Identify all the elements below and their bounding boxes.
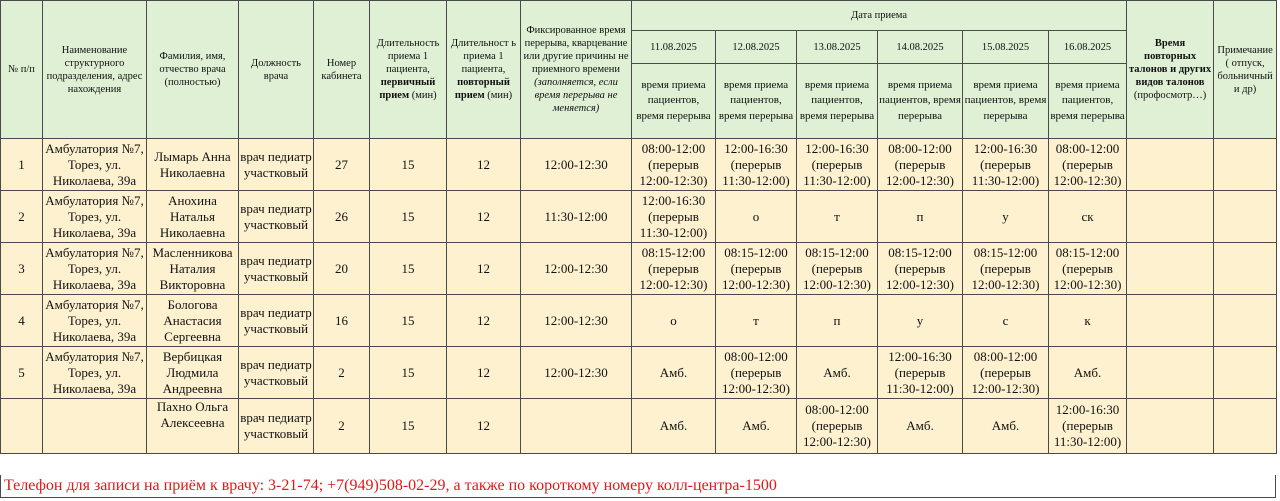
row-day-cell: 08:15-12:00 (перерыв 12:00-12:30) [632,243,716,295]
row-day-cell: 08:15-12:00 (перерыв 12:00-12:30) [878,243,963,295]
row-day-cell: 12:00-16:30 (перерыв 11:30-12:00) [716,139,797,191]
row-day-cell: 08:00-12:00 (перерыв 12:00-12:30) [1049,139,1127,191]
header-day: 15.08.2025 [963,31,1049,64]
row-fixed: 12:00-12:30 [521,243,632,295]
row-primary: 15 [370,347,447,399]
table-row [1,243,1277,295]
row-fio: Анохина Наталья Николаевна [147,191,239,243]
row-day-cell: 08:15-12:00 (перерыв 12:00-12:30) [1049,243,1127,295]
row-fixed: 11:30-12:00 [521,191,632,243]
row-primary: 15 [370,139,447,191]
row-day-cell: 12:00-16:30 (перерыв 11:30-12:00) [1049,399,1127,454]
header-day-sub: время приема пациентов, время перерыва [1049,64,1127,139]
header-repeat-tickets [1127,1,1214,139]
header-duration-primary [370,1,447,139]
row-note [1214,243,1277,295]
row-day-cell: о [632,295,716,347]
row-day-cell: т [716,295,797,347]
row-day-cell: с [963,295,1049,347]
table-row [1,347,1277,399]
row-fio: Пахно Ольга Алексеевна [147,399,239,454]
row-day-cell: п [797,295,878,347]
row-fixed: 12:00-12:30 [521,347,632,399]
header-position: Должность врача [239,1,314,139]
row-unit: Амбулатория №7, Торез, ул. Николаева, 39а [43,191,147,243]
row-repeat: 12 [447,243,521,295]
row-unit [43,399,147,454]
row-day-cell: 08:15-12:00 (перерыв 12:00-12:30) [797,243,878,295]
row-primary: 15 [370,243,447,295]
header-duration-repeat-unit: (мин) [487,90,513,101]
header-fio: Фамилия, имя, отчество врача (полностью) [147,1,239,139]
header-duration-repeat-text: Длительност ь приема 1 пациента, [450,38,517,75]
row-primary: 15 [370,191,447,243]
header-day-sub: время приема пациентов, время перерыва [632,64,716,139]
row-repeat: 12 [447,295,521,347]
phone-footer: Телефон для записи на приём к врачу: 3-21-74; +7(949)508-02-29, а также по короткому номеру колл-центра-1500 [0,475,1276,498]
header-repeat-tickets-bold: Время повторных талонов и других видов талонов [1129,38,1212,88]
header-day: 11.08.2025 [632,31,716,64]
header-unit: Наименование структурного подразделения, адрес нахождения [43,1,147,139]
header-num: № п/п [1,1,43,139]
header-day: 13.08.2025 [797,31,878,64]
row-repeat: 12 [447,399,521,454]
row-day-cell: 12:00-16:30 (перерыв 11:30-12:00) [963,139,1049,191]
row-day-cell: 08:15-12:00 (перерыв 12:00-12:30) [963,243,1049,295]
row-position: врач педиатр участковый [239,295,314,347]
row-primary: 15 [370,295,447,347]
row-fio: Масленникова Наталия Викторовна [147,243,239,295]
row-fio: Лымарь Анна Николаевна [147,139,239,191]
header-duration-repeat [447,1,521,139]
row-note [1214,347,1277,399]
row-primary: 15 [370,399,447,454]
row-cabinet: 16 [314,295,370,347]
header-fixed-break [521,1,632,139]
header-repeat-tickets-note: (профосмотр…) [1133,90,1207,101]
row-unit: Амбулатория №7, Торез, ул. Николаева, 39а [43,243,147,295]
header-fixed-break-text: Фиксированное время перерыва, кварцевание или другие причины не приемного времени [523,25,629,75]
row-num: 4 [1,295,43,347]
header-duration-primary-bold: первичный прием [379,77,436,101]
row-repeat-tickets [1127,295,1214,347]
header-day-sub: время приема пациентов, время перерыва [963,64,1049,139]
row-cabinet: 26 [314,191,370,243]
row-position: врач педиатр участковый [239,191,314,243]
row-repeat: 12 [447,347,521,399]
row-fio: Вербицкая Людмила Андреевна [147,347,239,399]
row-day-cell: 08:15-12:00 (перерыв 12:00-12:30) [716,243,797,295]
row-day-cell: Амб. [632,399,716,454]
row-num: 1 [1,139,43,191]
row-day-cell: у [878,295,963,347]
row-day-cell: п [878,191,963,243]
header-day: 16.08.2025 [1049,31,1127,64]
row-position: врач педиатр участковый [239,347,314,399]
header-fixed-break-note: (заполняется, если время перерыва не меняется) [534,77,618,114]
row-cabinet: 2 [314,347,370,399]
row-day-cell: у [963,191,1049,243]
header-duration-repeat-bold: повторный прием [454,77,510,101]
row-num: 5 [1,347,43,399]
row-cabinet: 20 [314,243,370,295]
row-num: 2 [1,191,43,243]
row-day-cell: 12:00-16:30 (перерыв 11:30-12:00) [632,191,716,243]
row-fixed: 12:00-12:30 [521,139,632,191]
row-day-cell: 08:00-12:00 (перерыв 12:00-12:30) [963,347,1049,399]
row-unit: Амбулатория №7, Торез, ул. Николаева, 39а [43,295,147,347]
table-row [1,139,1277,191]
row-day-cell: 12:00-16:30 (перерыв 11:30-12:00) [797,139,878,191]
header-cabinet: Номер кабинета [314,1,370,139]
header-date-group: Дата приема [632,1,1127,31]
header-note: Примечание ( отпуск, больничный и др) [1214,1,1277,139]
row-day-cell: Амб. [632,347,716,399]
header-day: 14.08.2025 [878,31,963,64]
row-position: врач педиатр участковый [239,399,314,454]
header-day-sub: время приема пациентов, время перерыва [716,64,797,139]
row-repeat-tickets [1127,347,1214,399]
row-day-cell: ск [1049,191,1127,243]
row-day-cell: Амб. [716,399,797,454]
row-day-cell: 08:00-12:00 (перерыв 12:00-12:30) [878,139,963,191]
row-repeat: 12 [447,191,521,243]
row-note [1214,399,1277,454]
row-cabinet: 27 [314,139,370,191]
row-note [1214,191,1277,243]
row-num [1,399,43,454]
table-row [1,399,1277,454]
row-repeat: 12 [447,139,521,191]
row-day-cell: к [1049,295,1127,347]
row-repeat-tickets [1127,243,1214,295]
row-position: врач педиатр участковый [239,139,314,191]
row-day-cell: 08:00-12:00 (перерыв 12:00-12:30) [797,399,878,454]
row-unit: Амбулатория №7, Торез, ул. Николаева, 39а [43,347,147,399]
row-num: 3 [1,243,43,295]
row-day-cell: 08:00-12:00 (перерыв 12:00-12:30) [632,139,716,191]
row-repeat-tickets [1127,191,1214,243]
row-repeat-tickets [1127,139,1214,191]
row-note [1214,295,1277,347]
row-day-cell: 08:00-12:00 (перерыв 12:00-12:30) [716,347,797,399]
header-day-sub: время приема пациентов, время перерыва [797,64,878,139]
table-row [1,295,1277,347]
row-fixed [521,399,632,454]
table-row [1,191,1277,243]
row-repeat-tickets [1127,399,1214,454]
row-day-cell: Амб. [797,347,878,399]
row-day-cell: Амб. [878,399,963,454]
header-duration-primary-text: Длительность приема 1 пациента, [376,38,440,75]
row-cabinet: 2 [314,399,370,454]
row-day-cell: 12:00-16:30 (перерыв 11:30-12:00) [878,347,963,399]
row-note [1214,139,1277,191]
row-position: врач педиатр участковый [239,243,314,295]
row-day-cell: Амб. [1049,347,1127,399]
row-day-cell: Амб. [963,399,1049,454]
row-day-cell: т [797,191,878,243]
row-day-cell: о [716,191,797,243]
header-duration-primary-unit: (мин) [411,90,437,101]
row-unit: Амбулатория №7, Торез, ул. Николаева, 39а [43,139,147,191]
row-fixed: 12:00-12:30 [521,295,632,347]
header-day: 12.08.2025 [716,31,797,64]
header-day-sub: время приема пациентов, время перерыва [878,64,963,139]
row-fio: Бологова Анастасия Сергеевна [147,295,239,347]
